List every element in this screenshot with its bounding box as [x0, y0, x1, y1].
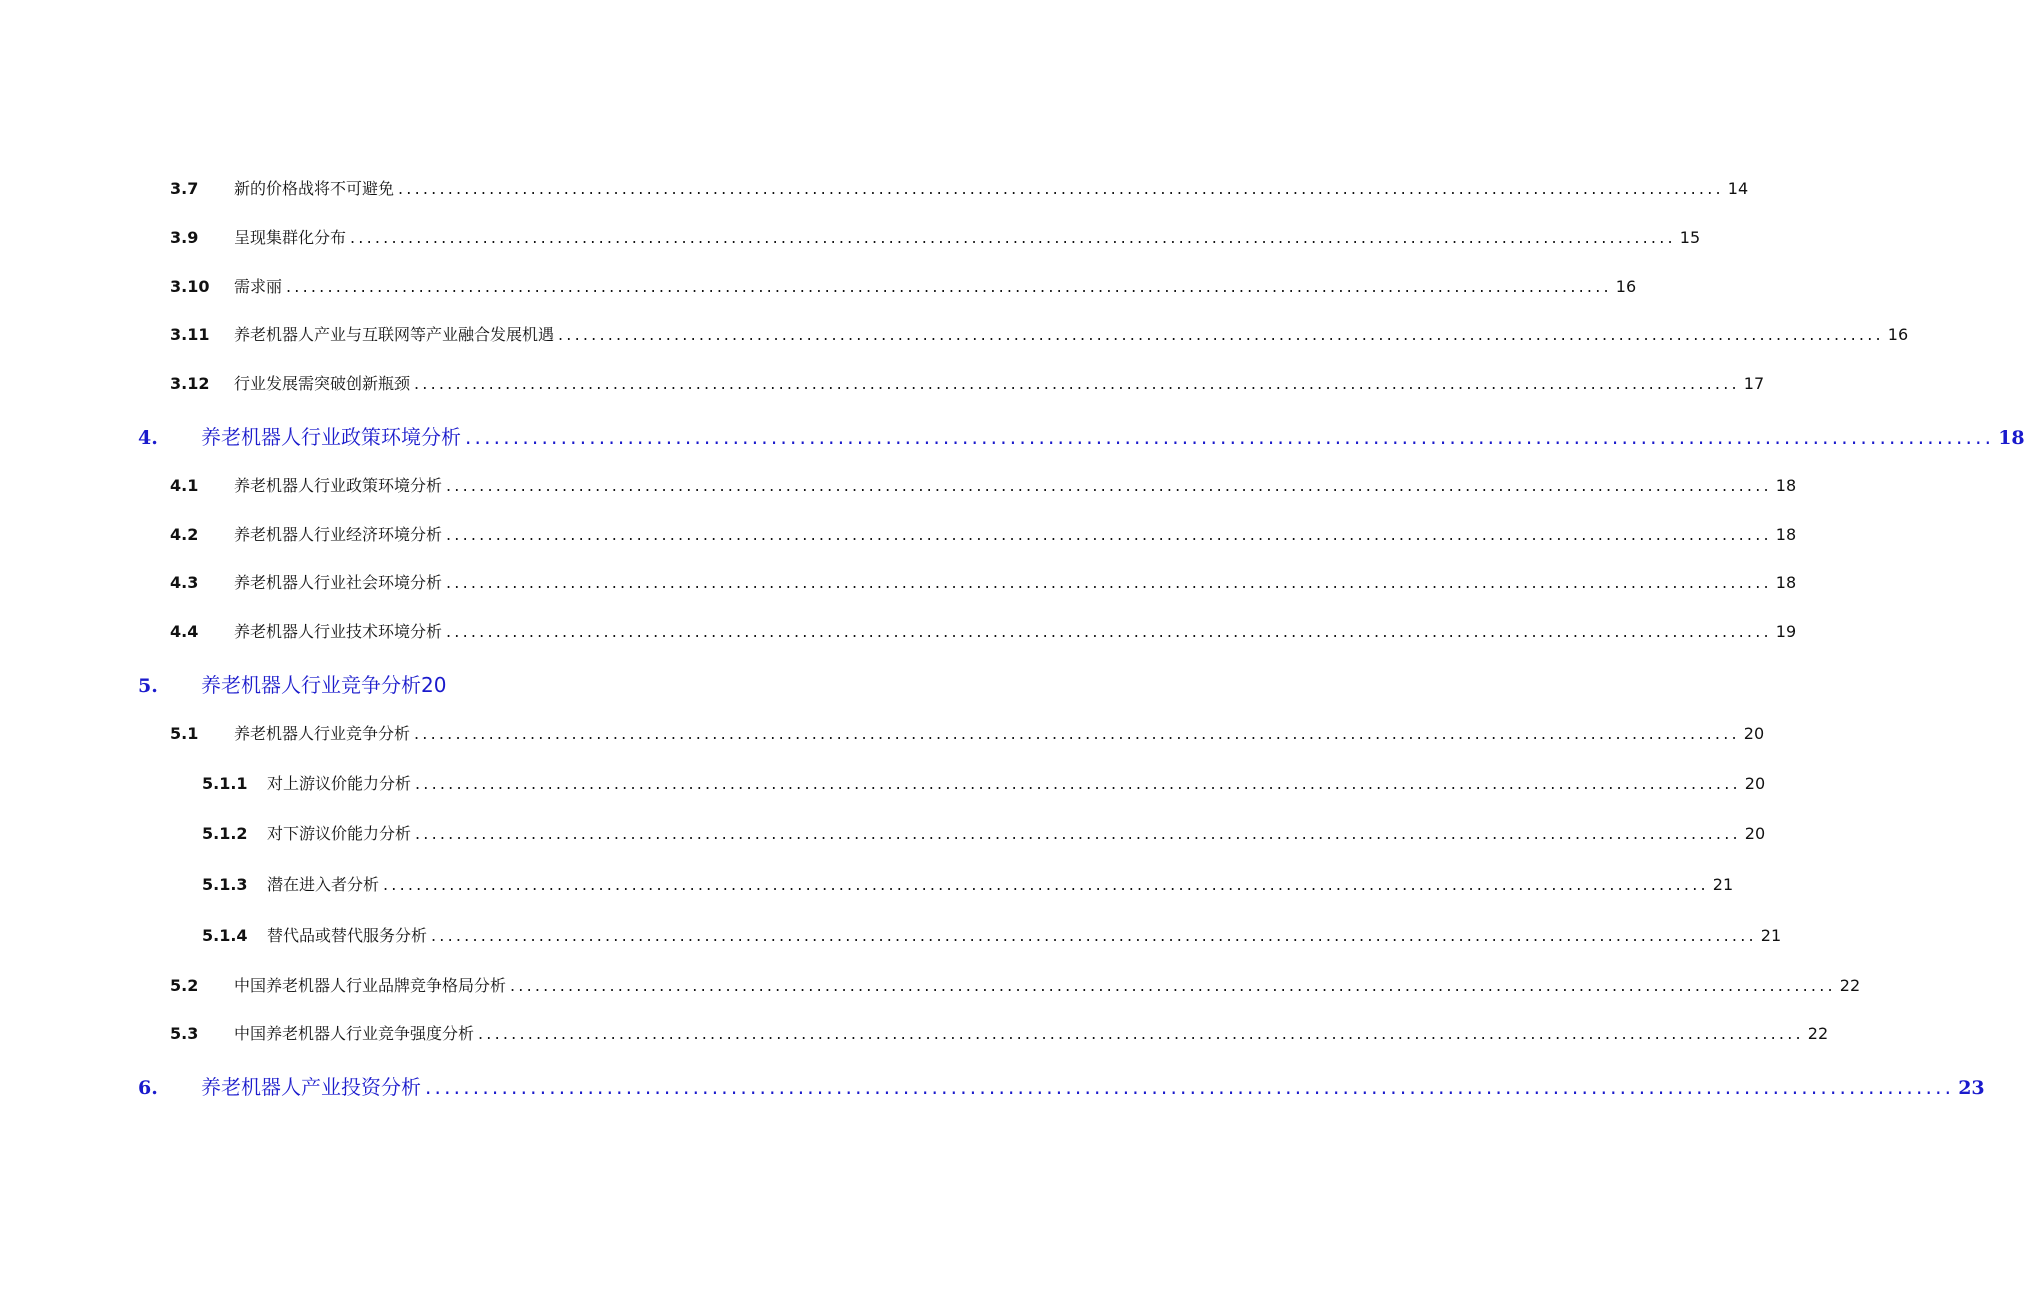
toc-entry-page-number: 23: [1958, 1077, 1985, 1099]
toc-entry-page-number: 20: [1743, 724, 1765, 743]
toc-entry-title: 中国养老机器人行业竞争强度分析: [234, 1024, 475, 1043]
toc-entry-number: 5.1: [170, 724, 199, 743]
toc-entry-number: 6.: [138, 1077, 158, 1099]
toc-leader-dots: ................................................................................................................................................................: [350, 228, 1676, 247]
toc-entry-page-number: 20: [1744, 824, 1766, 843]
toc-leader-dots: ................................................................................................................................................................: [414, 724, 1740, 743]
toc-entry-section[interactable]: [170, 371, 1765, 394]
toc-entry-page-number: 21: [1760, 926, 1782, 945]
toc-entry-page-number: 20: [1744, 774, 1766, 793]
toc-entry-title: 养老机器人行业技术环境分析: [234, 622, 443, 641]
toc-leader-dots: ................................................................................................................................................................: [398, 179, 1724, 198]
toc-leader-dots: ................................................................................................................................................................: [383, 875, 1709, 894]
toc-entry-subsection[interactable]: [202, 771, 1766, 794]
toc-entry-title: 养老机器人产业与互联网等产业融合发展机遇: [234, 325, 555, 344]
toc-entry-number: 5.2: [170, 976, 199, 995]
toc-entry-title: 中国养老机器人行业品牌竞争格局分析: [234, 976, 507, 995]
toc-entry-page-number: 16: [1615, 277, 1637, 296]
toc-entry-section[interactable]: [170, 225, 1701, 248]
toc-entry-section[interactable]: [170, 973, 1861, 996]
toc-entry-page-number: 17: [1743, 374, 1765, 393]
toc-leader-dots: ................................................................................................................................................................: [510, 976, 1836, 995]
toc-entry-page-number: 18: [1775, 525, 1797, 544]
toc-leader-dots: ................................................................................................................................................................: [425, 1075, 1955, 1099]
toc-entry-section[interactable]: [170, 619, 1797, 642]
toc-entry-section[interactable]: [170, 522, 1797, 545]
toc-leader-dots: ................................................................................................................................................................: [446, 622, 1772, 641]
toc-entry-section[interactable]: [170, 473, 1797, 496]
toc-entry-number: 5.1.1: [202, 774, 248, 793]
toc-entry-page-number: 18: [1775, 573, 1797, 592]
toc-entry-title: 养老机器人行业政策环境分析: [201, 425, 461, 449]
toc-entry-title: 需求丽: [234, 277, 283, 296]
toc-leader-dots: ................................................................................................................................................................: [446, 573, 1772, 592]
toc-entry-number: 5.1.3: [202, 875, 248, 894]
toc-entry-number: 4.2: [170, 525, 199, 544]
toc-entry-number: 4.: [138, 427, 158, 449]
toc-entry-number: 4.3: [170, 573, 199, 592]
toc-entry-title: 对下游议价能力分析: [267, 824, 412, 843]
toc-entry-number: 3.10: [170, 277, 210, 296]
toc-entry-title: 养老机器人产业投资分析: [201, 1075, 421, 1099]
toc-entry-title: 呈现集群化分布: [234, 228, 347, 247]
toc-leader-dots: ................................................................................................................................................................: [465, 425, 1995, 449]
toc-entry-chapter[interactable]: [138, 669, 775, 698]
toc-entry-chapter[interactable]: [138, 421, 2025, 450]
toc-leader-dots: ................................................................................................................................................................: [446, 476, 1772, 495]
toc-entry-number: 5.3: [170, 1024, 199, 1043]
toc-entry-subsection[interactable]: [202, 821, 1766, 844]
toc-entry-title: 对上游议价能力分析: [267, 774, 412, 793]
toc-entry-number: 4.4: [170, 622, 199, 641]
toc-entry-title: 养老机器人行业竞争分析20: [201, 673, 447, 697]
toc-entry-section[interactable]: [170, 176, 1749, 199]
toc-leader-dots: ................................................................................................................................................................: [431, 926, 1757, 945]
toc-entry-title: 新的价格战将不可避免: [234, 179, 395, 198]
toc-leader-dots: ................................................................................................................................................................: [415, 824, 1741, 843]
toc-leader-dots: ................................................................................................................................................................: [478, 1024, 1804, 1043]
toc-entry-number: 5.1.2: [202, 824, 248, 843]
toc-entry-title: 养老机器人行业竞争分析: [234, 724, 411, 743]
toc-entry-number: 3.12: [170, 374, 210, 393]
toc-entry-title: 养老机器人行业政策环境分析: [234, 476, 443, 495]
toc-leader-dots: ................................................................................................................................................................: [446, 525, 1772, 544]
toc-entry-title: 替代品或替代服务分析: [267, 926, 428, 945]
toc-entry-title: 行业发展需突破创新瓶颈: [234, 374, 411, 393]
toc-entry-page-number: 19: [1775, 622, 1797, 641]
toc-entry-chapter[interactable]: [138, 1071, 1985, 1100]
toc-entry-number: 3.9: [170, 228, 199, 247]
toc-entry-page-number: 21: [1712, 875, 1734, 894]
toc-entry-section[interactable]: [170, 721, 1765, 744]
toc-entry-page-number: 22: [1839, 976, 1861, 995]
toc-leader-dots: ................................................................................................................................................................: [286, 277, 1612, 296]
toc-leader-dots: ................................................................................................................................................................: [558, 325, 1884, 344]
toc-entry-page-number: 18: [1998, 427, 2025, 449]
toc-entry-section[interactable]: [170, 274, 1637, 297]
toc-entry-number: 3.7: [170, 179, 199, 198]
toc-entry-subsection[interactable]: [202, 923, 1782, 946]
toc-entry-page-number: 15: [1679, 228, 1701, 247]
toc-entry-title: 养老机器人行业社会环境分析: [234, 573, 443, 592]
toc-entry-title: 潜在进入者分析: [267, 875, 380, 894]
toc-entry-section[interactable]: [170, 570, 1797, 593]
toc-leader-dots: ................................................................................................................................................................: [415, 774, 1741, 793]
toc-entry-title: 养老机器人行业经济环境分析: [234, 525, 443, 544]
toc-entry-number: 3.11: [170, 325, 210, 344]
toc-leader-dots: ................................................................................................................................................................: [414, 374, 1740, 393]
toc-entry-page-number: 16: [1887, 325, 1909, 344]
toc-entry-page-number: 18: [1775, 476, 1797, 495]
toc-entry-page-number: 14: [1727, 179, 1749, 198]
toc-entry-number: 5.1.4: [202, 926, 248, 945]
toc-entry-number: 5.: [138, 675, 158, 697]
toc-entry-subsection[interactable]: [202, 872, 1734, 895]
toc-entry-section[interactable]: [170, 1021, 1829, 1044]
toc-entry-number: 4.1: [170, 476, 199, 495]
toc-entry-page-number: 22: [1807, 1024, 1829, 1043]
toc-entry-section[interactable]: [170, 322, 1909, 345]
